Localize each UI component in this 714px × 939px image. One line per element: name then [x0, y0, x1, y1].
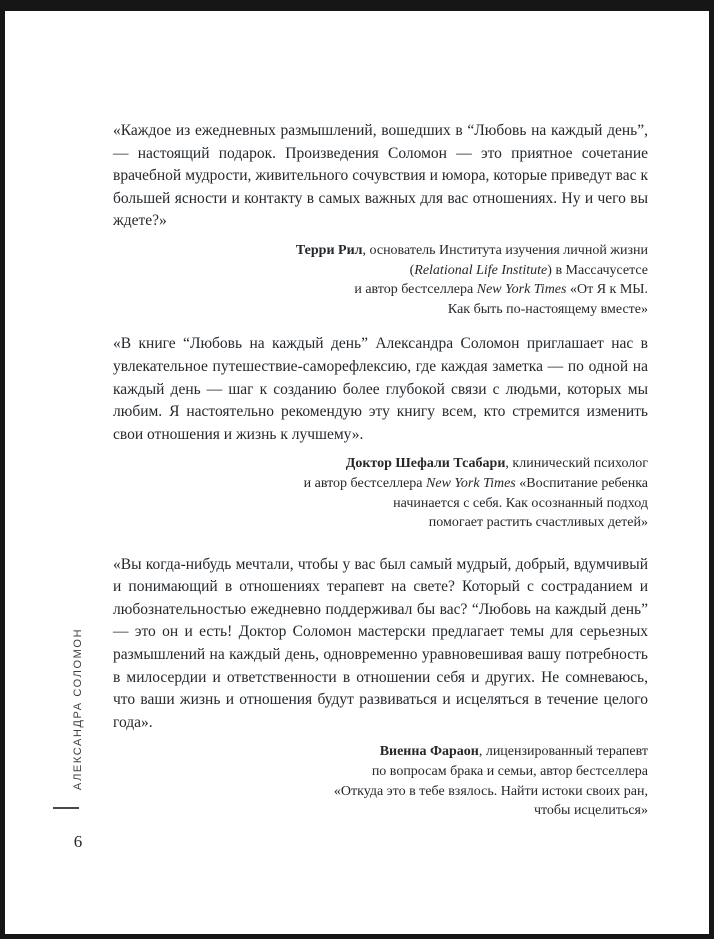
- attribution-role: , клинический психолог: [505, 456, 648, 472]
- attribution-line: по вопросам брака и семьи, автор бестселлера: [371, 764, 648, 780]
- endorsement-quote-1: «Каждое из ежедневных размышлений, вошедших в “Любовь на каждый день”, — настоящий подарок. Произведения Соломон — это приятное сочетание врачебной мудрости, живительного сочувствия и юмора, которые приведут вас к большей ясности и контакту в самых важных для вас отношениях. Ну и чего вы ждете?»: [113, 122, 648, 230]
- sidebar-rule: [53, 807, 79, 809]
- endorsement-attribution-3: [113, 742, 648, 820]
- attribution-line: «Откуда это в тебе взялось. Найти истоки своих ран,: [333, 783, 648, 799]
- attribution-institute-italic: Relational Life Institute: [414, 262, 548, 278]
- page-number: 6: [73, 832, 83, 851]
- sidebar-author-vertical: АЛЕКСАНДРА СОЛОМОН: [72, 627, 84, 791]
- book-page: [5, 11, 709, 934]
- attribution-name: Доктор Шефали Тсабари: [345, 456, 506, 472]
- attribution-role: , лицензированный терапевт: [478, 744, 648, 760]
- attribution-line: чтобы исцелиться»: [533, 803, 648, 819]
- attribution-line: начинается с себя. Как осознанный подход: [393, 495, 648, 511]
- endorsement-quote-3: «Вы когда-нибудь мечтали, чтобы у вас был самый мудрый, добрый, вдумчивый и понимающий в отношениях терапевт на свете? Который с состраданием и любознательностью ежедневно поддерживал бы вас? “Любовь на каждый день” — это он и есть! Доктор Соломон мастерски предлагает темы для серьезных размышлений на каждый день, одновременно уравновешивая вашу потребность в милосердии и ответственности в отношении себя и других. Не сомневаюсь, что ваши жизнь и отношения будут развиваться и исцеляться в течение целого года».: [113, 555, 648, 731]
- attribution-line: помогает растить счастливых детей»: [428, 515, 648, 531]
- attribution-name: Терри Рил: [295, 242, 363, 258]
- endorsement-quote-2: «В книге “Любовь на каждый день” Александра Соломон приглашает нас в увлекательное путешествие-саморефлексию, где каждая заметка — по одной на каждый день — шаг к созданию более глубокой связи с людьми, которых мы любим. Я настоятельно рекомендую эту книгу всем, кто стремится изменить свои отношения и жизнь к лучшему».: [113, 335, 648, 443]
- endorsements-column: [113, 120, 648, 835]
- endorsement-attribution-2: [113, 454, 648, 532]
- attribution-line: Как быть по-настоящему вместе»: [447, 301, 648, 317]
- endorsement-attribution-1: [113, 241, 648, 319]
- attribution-line: [113, 454, 648, 474]
- attribution-nyt-italic: New York Times: [476, 282, 567, 298]
- attribution-line: (Relational Life Institute) в Массачусетсе: [409, 262, 648, 278]
- attribution-line: [113, 742, 648, 762]
- attribution-name: Виенна Фараон: [379, 744, 479, 760]
- attribution-line: и автор бестселлера New York Times «Воспитание ребенка: [303, 475, 648, 491]
- attribution-line: и автор бестселлера New York Times «От Я к МЫ.: [354, 282, 648, 298]
- attribution-nyt-italic: New York Times: [426, 475, 516, 491]
- attribution-line: [113, 241, 648, 261]
- attribution-role: , основатель Института изучения личной жизни: [362, 242, 648, 258]
